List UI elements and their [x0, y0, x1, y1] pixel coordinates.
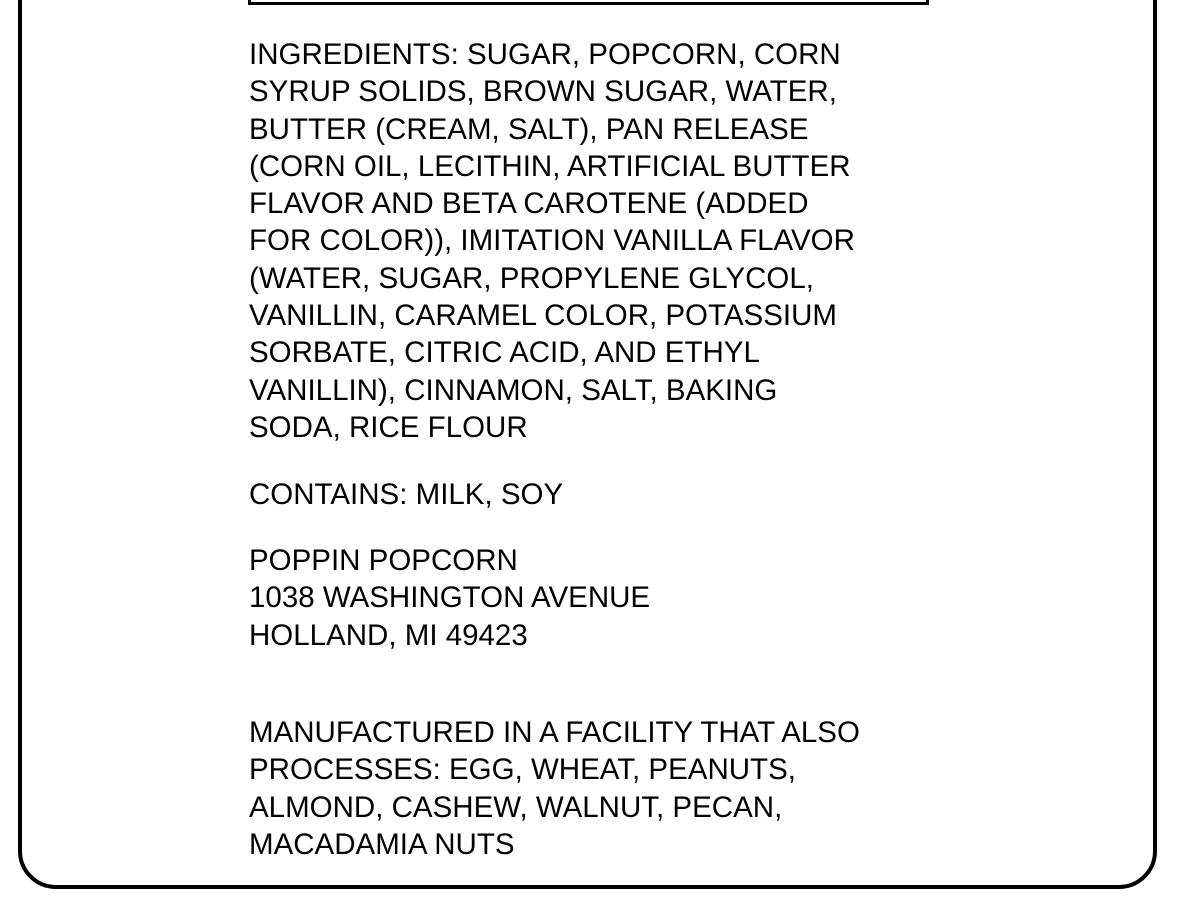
ingredients-list: INGREDIENTS: SUGAR, POPCORN, CORN SYRUP SOLIDS, BROWN SUGAR, WATER, BUTTER (CREAM, SALT), PAN RELEASE (CORN OIL, LECITHIN, ARTIFICIAL BUTTER FLAVOR AND BETA CAROTENE (ADDED FOR COLOR)), IMITATION VANILLA FLAVOR (WATER, SUGAR, PROPYLENE GLYCOL, VANILLIN, CARAMEL COLOR, POTASSIUM SORBATE, CITRIC ACID, AND ETHYL VANILLIN), CINNAMON, SALT, BAKING SODA, RICE FLOUR [249, 38, 855, 444]
nutrition-box-edge [248, 0, 929, 5]
facility-notice: MANUFACTURED IN A FACILITY THAT ALSO PROCESSES: EGG, WHEAT, PEANUTS, ALMOND, CASHEW, WALNUT, PECAN, MACADAMIA NUTS [249, 716, 860, 861]
manufacturer-address: POPPIN POPCORN 1038 WASHINGTON AVENUE HOLLAND, MI 49423 [249, 544, 651, 652]
allergen-statement: CONTAINS: MILK, SOY [249, 478, 564, 511]
